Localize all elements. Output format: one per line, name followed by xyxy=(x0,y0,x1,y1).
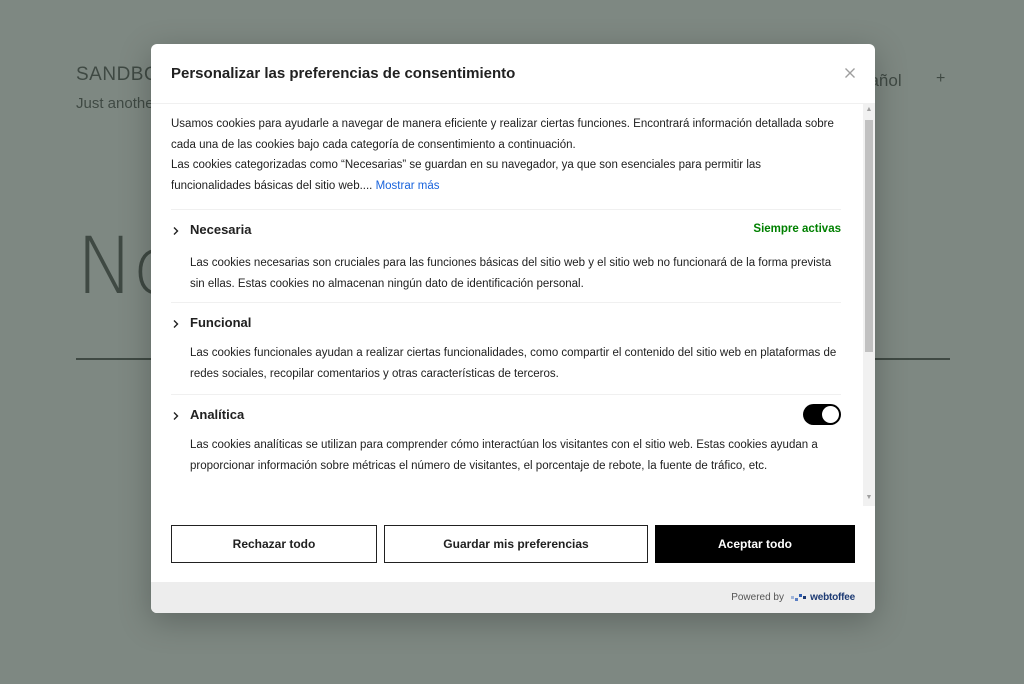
webtoffee-brand-name: webtoffee xyxy=(810,592,855,603)
modal-header xyxy=(151,44,875,104)
analytics-toggle[interactable] xyxy=(803,404,841,425)
save-preferences-button[interactable]: Guardar mis preferencias xyxy=(384,525,648,563)
scroll-down-arrow-icon[interactable]: ▼ xyxy=(865,494,873,501)
always-active-badge: Siempre activas xyxy=(753,223,841,235)
modal-footer-buttons xyxy=(151,506,875,582)
intro-paragraph-1: Usamos cookies para ayudarle a navegar de manera eficiente y realizar ciertas funciones. Encontrará información detallada sobre cada una de las cookies bajo cada categoría de consentimiento a continuación. xyxy=(171,118,834,151)
close-button[interactable] xyxy=(841,64,859,82)
category-name[interactable]: Funcional xyxy=(190,315,252,330)
reject-all-button[interactable]: Rechazar todo xyxy=(171,525,377,563)
category-name[interactable]: Analítica xyxy=(190,407,245,422)
intro-paragraph-2: Las cookies categorizadas como “Necesarias” se guardan en su navegador, ya que son esenciales para permitir las funcionalidades básicas del sitio web.... xyxy=(171,159,762,192)
section-divider xyxy=(171,209,841,210)
modal-scroll-body[interactable] xyxy=(151,104,875,506)
toggle-knob xyxy=(822,406,839,423)
category-name[interactable]: Necesaria xyxy=(190,222,252,237)
webtoffee-logo[interactable] xyxy=(791,591,855,604)
category-description: Las cookies analíticas se utilizan para comprender cómo interactúan los visitantes con el sitio web. Estas cookies ayudan a proporcionar información sobre métricas el número de visitantes, el porcentaje de rebote, la fuente de tráfico, etc. xyxy=(190,439,818,472)
powered-by-text: Powered by xyxy=(731,592,784,603)
modal-title: Personalizar las preferencias de consentimiento xyxy=(171,65,516,82)
scroll-fade xyxy=(171,488,841,506)
intro-text xyxy=(171,114,841,196)
accept-all-button[interactable]: Aceptar todo xyxy=(655,525,855,563)
chevron-right-icon[interactable] xyxy=(171,318,181,330)
scrollbar-thumb[interactable] xyxy=(865,120,873,352)
section-divider xyxy=(171,302,841,303)
category-description: Las cookies necesarias son cruciales para las funciones básicas del sitio web y el sitio web no funcionará de la forma prevista sin ellas. Estas cookies no almacenan ningún dato de identificación personal. xyxy=(190,257,832,290)
webtoffee-logo-icon xyxy=(791,593,807,602)
chevron-right-icon[interactable] xyxy=(171,225,181,237)
powered-by-bar xyxy=(151,582,875,613)
section-divider xyxy=(171,394,841,395)
category-description: Las cookies funcionales ayudan a realizar ciertas funcionalidades, como compartir el contenido del sitio web en plataformas de redes sociales, recopilar comentarios y otras características de terceros. xyxy=(190,347,837,380)
show-more-link[interactable]: Mostrar más xyxy=(375,179,440,192)
close-icon xyxy=(841,64,859,82)
scroll-up-arrow-icon[interactable]: ▲ xyxy=(865,106,873,113)
consent-preferences-modal xyxy=(151,44,875,613)
chevron-right-icon[interactable] xyxy=(171,410,181,422)
